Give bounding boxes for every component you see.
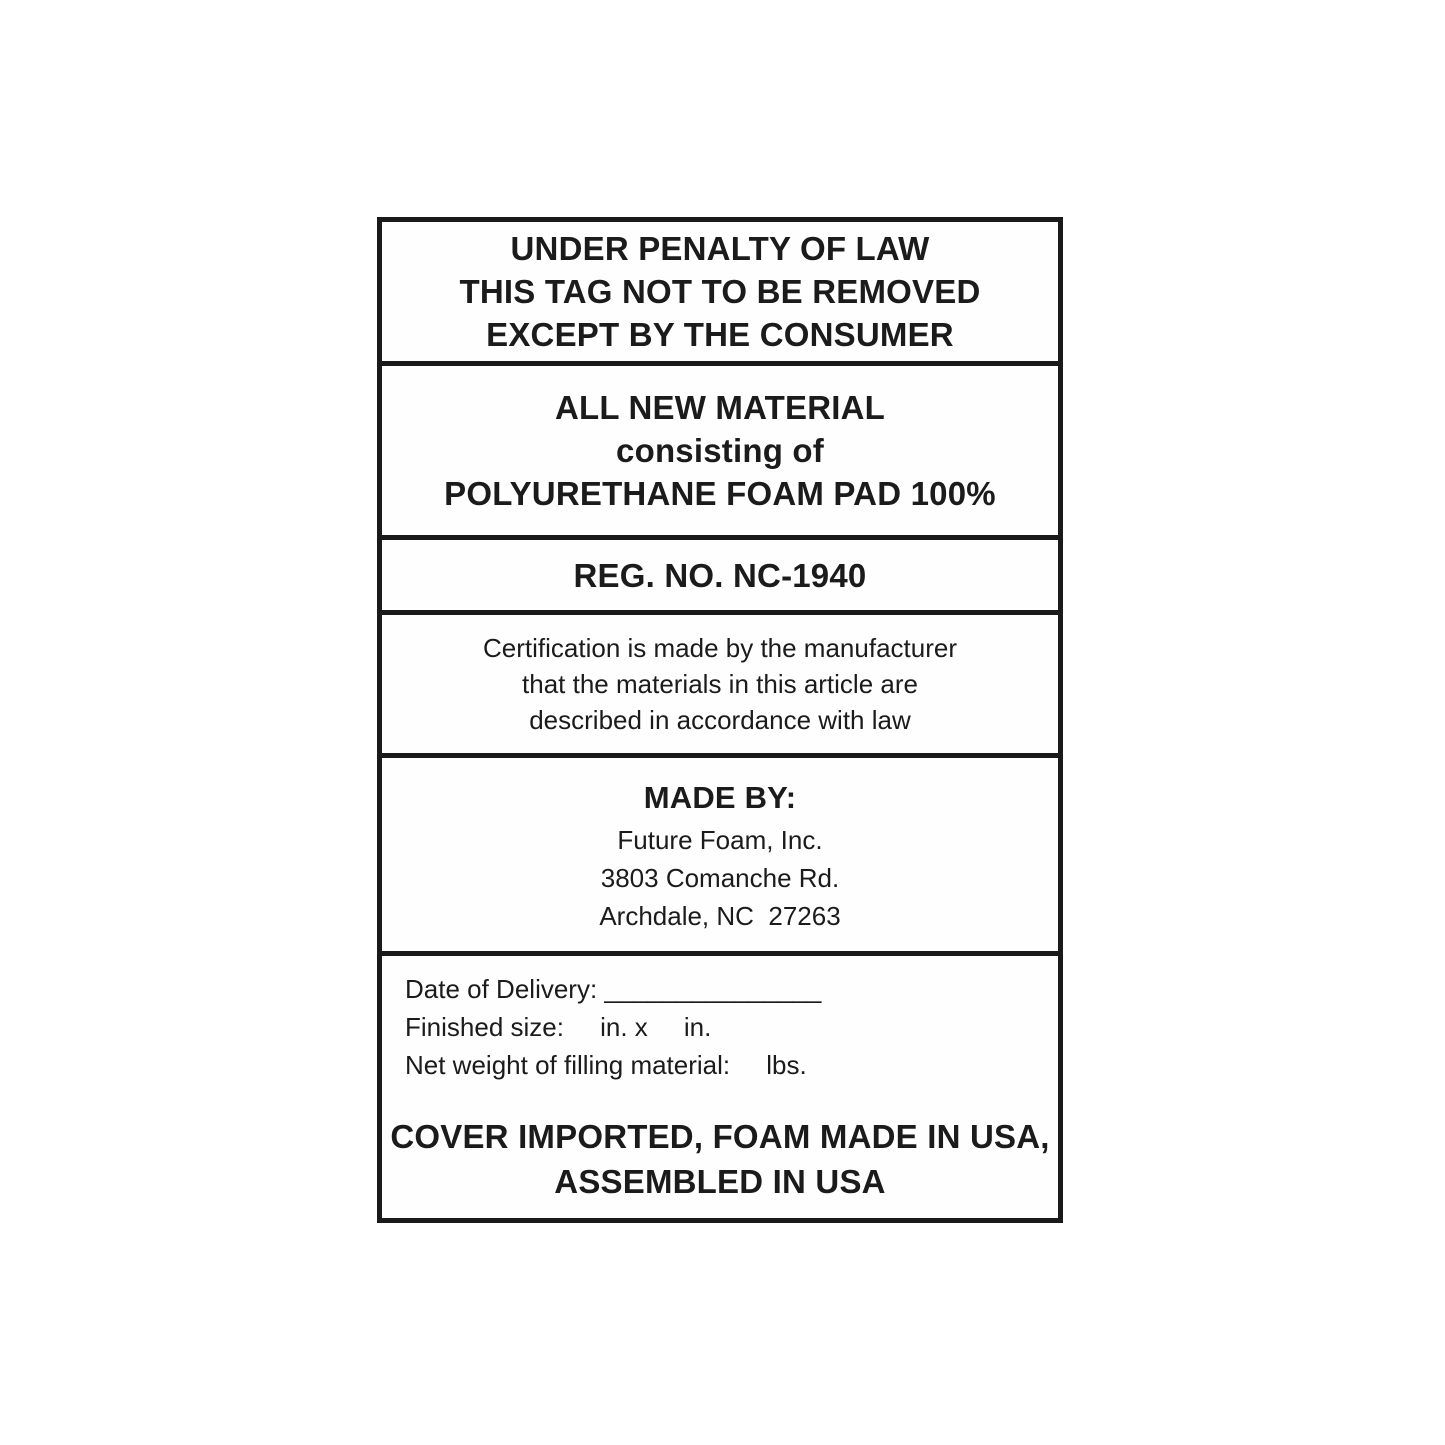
penalty-warning-line-2: THIS TAG NOT TO BE REMOVED [459, 273, 981, 310]
origin-statement [390, 1114, 1050, 1208]
penalty-warning-section [382, 222, 1058, 361]
certification-line-1: Certification is made by the manufacturer [483, 633, 957, 663]
material-section [382, 361, 1058, 535]
manufacturer-name: Future Foam, Inc. [617, 824, 823, 855]
material-line-2: consisting of [616, 432, 824, 469]
material-line-1: ALL NEW MATERIAL [554, 389, 886, 426]
certification-line-2: that the materials in this article are [522, 669, 918, 699]
origin-line-1: COVER IMPORTED, FOAM MADE IN USA, [390, 1118, 1050, 1155]
fill-in-fields [390, 970, 1050, 1084]
registration-number: REG. NO. NC-1940 [573, 556, 867, 594]
details-section [382, 951, 1058, 1218]
penalty-warning-line-3: EXCEPT BY THE CONSUMER [486, 316, 954, 353]
certification-section [382, 610, 1058, 753]
finished-size-field: Finished size: in. x in. [405, 1012, 712, 1042]
registration-section [382, 535, 1058, 610]
made-by-heading: MADE BY: [643, 779, 797, 815]
law-label [377, 217, 1063, 1223]
net-weight-field: Net weight of filling material: lbs. [405, 1050, 807, 1080]
certification-line-3: described in accordance with law [529, 705, 911, 735]
date-of-delivery-field: Date of Delivery: _______________ [405, 974, 822, 1004]
material-line-3: POLYURETHANE FOAM PAD 100% [444, 475, 996, 512]
manufacturer-city-state-zip: Archdale, NC 27263 [599, 900, 841, 931]
made-by-section [382, 753, 1058, 951]
penalty-warning-line-1: UNDER PENALTY OF LAW [510, 230, 930, 267]
origin-line-2: ASSEMBLED IN USA [554, 1163, 886, 1200]
manufacturer-street: 3803 Comanche Rd. [600, 862, 840, 893]
